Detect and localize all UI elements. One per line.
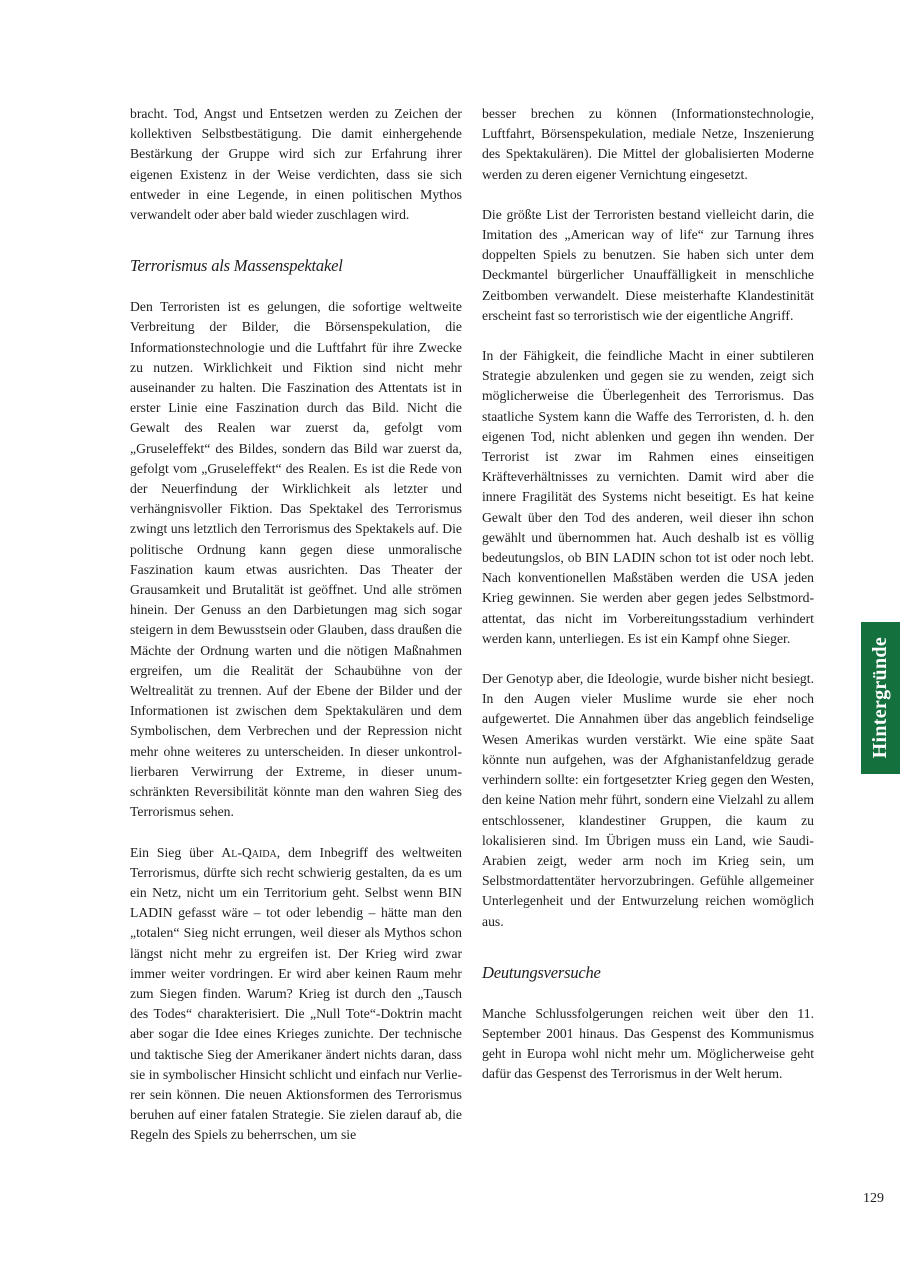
- paragraph: bracht. Tod, Angst und Entsetzen werden zu Zeichen der kollektiven Selbstbestätigung. Die damit einhergehende Bestärkung der Gruppe wird sich zur Erfahrung ihrer eigenen Existenz in der Weise verdichten, dass sie sich entweder in eine Legende, in einen politischen Mythos verwandelt oder aber bald wieder zuschlagen wird.: [130, 106, 462, 223]
- paragraph: [130, 843, 462, 1146]
- right-column: [482, 104, 814, 1105]
- organization-name: Al-Qaida: [221, 844, 277, 860]
- paragraph: Die größte List der Terroristen bestand vielleicht darin, die Imitation des „American way of life“ zur Tarnung ihres doppelten Spiels zu benutzen. Sie haben sich unter dem Deckmantel bürgerlicher Unauffälligkeit in menschliche Zeitbomben verwandelt. Diese meisterhafte Klandestinität erscheint fast so terroristisch wie der eigentliche Angriff.: [482, 206, 814, 323]
- section-tab: [861, 622, 900, 774]
- paragraph: besser brechen zu können (Informationstechnologie, Luftfahrt, Börsenspekulation, mediale Netze, Inszenierung des Spektakulären). Die Mittel der globalisierten Moderne werden zu deren eigener Vernichtung eingesetzt.: [482, 106, 814, 182]
- paragraph: Manche Schlussfolgerungen reichen weit über den 11. September 2001 hinaus. Das Gespenst des Kommunismus geht in Europa wohl nicht mehr um. Möglicherweise geht dafür das Gespenst des Terrorismus in der Welt herum.: [482, 1005, 814, 1082]
- section-heading: Terrorismus als Massenspektakel: [130, 256, 343, 276]
- left-column: [130, 104, 462, 1166]
- section-tab-label: Hintergründe: [869, 637, 891, 759]
- paragraph: In der Fähigkeit, die feindliche Macht in einer subtileren Strategie abzulenken und gegen sie zu wenden, zeigt sich möglicherweise die Überlegenheit des Terrorismus. Das staatliche System kann die Waffe des Terroristen, d. h. den eigenen Tod, nicht ablenken und gegen ihn wenden. Der Terrorist ist zwar im Rahmen eines einseitigen Kräfteverhältnisses zu vernichten. Damit wird aber die innere Fragilität des Systems nicht beseitigt. Es hat keine Gewalt über den Tod des anderen, weil dieser ihn schon gewählt und übernommen hat. Auch deshalb ist es völlig bedeutungslos, ob BIN LADIN schon tot ist oder noch lebt. Nach konventionellen Maßstäben werden die USA jeden Krieg gewinnen. Sie werden aber gegen jedes Selbstmordattentat, das nicht im Vorbereitungsstadium verhindert werden kann, unterliegen. Es ist ein Kampf ohne Sieger.: [482, 348, 814, 646]
- paragraph: Der Genotyp aber, die Ideologie, wurde bisher nicht besiegt. In den Augen vieler Muslime wurde sie eher noch aufgewertet. Die Annahmen über das angeblich feindselige Wesen Amerikas wurden verstärkt. Wie eine späte Saat könnte nun aufgehen, was der Afghanistanfeldzug gerade verhindern sollte: ein fortgesetzter Krieg gegen den Westen, den keine Nation mehr führt, sondern eine Vielzahl zu allem entschlossener, klandestiner Gruppen, die kaum zu lokalisieren sind. Im Übrigen muss ein Land, wie Saudi-Arabien zeigt, weder arm noch im Krieg sein, um Selbstmordattentäter hervorzubringen. Gefühle allgemeiner Unterlegenheit und der Entwurzelung reichen womöglich aus.: [482, 671, 814, 929]
- page-number: 129: [863, 1191, 884, 1206]
- paragraph: Den Terroristen ist es gelungen, die sofortige weltweite Verbreitung der Bilder, die Börsenspekulation, die Informationstechnologie und die Luftfahrt für ihre Zwecke zu nutzen. Wirklichkeit und Fiktion sind nicht mehr auseinander zu halten. Die Faszination des Attentats ist in erster Linie eine Faszination durch das Bild. Nicht die Gewalt des Realen war zuerst da, gefolgt vom „Gruseleffekt“ des Bildes, sondern das Bild war zuerst da, gefolgt vom „Gruseleffekt“ des Realen. Es ist die Rede von der Neuerfindung der Wirklichkeit als letzter und verhängnisvoller Fiktion. Das Spektakel des Terrorismus zwingt uns letztlich den Terrorismus des Spektakels auf. Die politische Ordnung kann gegen diese unmoralische Faszination kaum etwas ausrichten. Das Theater der Grausamkeit und Brutalität ist geöffnet. Und alle strömen hinein. Der Genuss an den Darbietungen mag sich sogar steigern in dem Bewusstsein oder Glauben, dass draußen die Mächte der Ordnung warten und die nötigen Maßnahmen ergreifen, um die Realität der Schaubühne von der Weltrealität zu trennen. Auf der Ebene der Bilder und der Informationen ist zwischen dem Spektakulären und dem Symbolischen, dem Verbrechen und der Repression nicht mehr ohne weiteres zu unterscheiden. In dieser unkontrollierbaren Verwirrung der Extreme, in dieser unumschränkten Reversibilität könnte man den wahren Sieg des Terrorismus sehen.: [130, 299, 462, 820]
- paragraph-text: , dem Inbegriff des weltweiten Terrorismus, dürfte sich recht schwierig gestalten, da es um ein Netz, nicht um ein Territorium geht. Selbst wenn BIN LADIN gefasst wäre – tot oder lebendig – hätte man den „totalen“ Sieg nicht errungen, weil dieser als Mythos schon längst nicht mehr zu ergreifen ist. Der Krieg wird zwar immer weiter vordringen. Er wird aber keinen Raum mehr zum Siegen finden. Warum? Krieg ist durch den „Tausch des Todes“ charakterisiert. Die „Null Tote“-Doktrin macht aber sogar die Idee eines Krieges zunichte. Der technische und taktische Sieg der Amerikaner ändert nichts daran, dass sie in symbolischer Hinsicht schlicht und einfach nur Verlierer sein können. Die neuen Aktionsformen des Terrorismus beruhen auf einer fatalen Strategie. Sie zielen darauf ab, die Regeln des Spiels zu beherrschen, um sie: [130, 844, 462, 1143]
- section-heading: Deutungsversuche: [482, 962, 601, 982]
- paragraph-text: Ein Sieg über: [130, 844, 222, 860]
